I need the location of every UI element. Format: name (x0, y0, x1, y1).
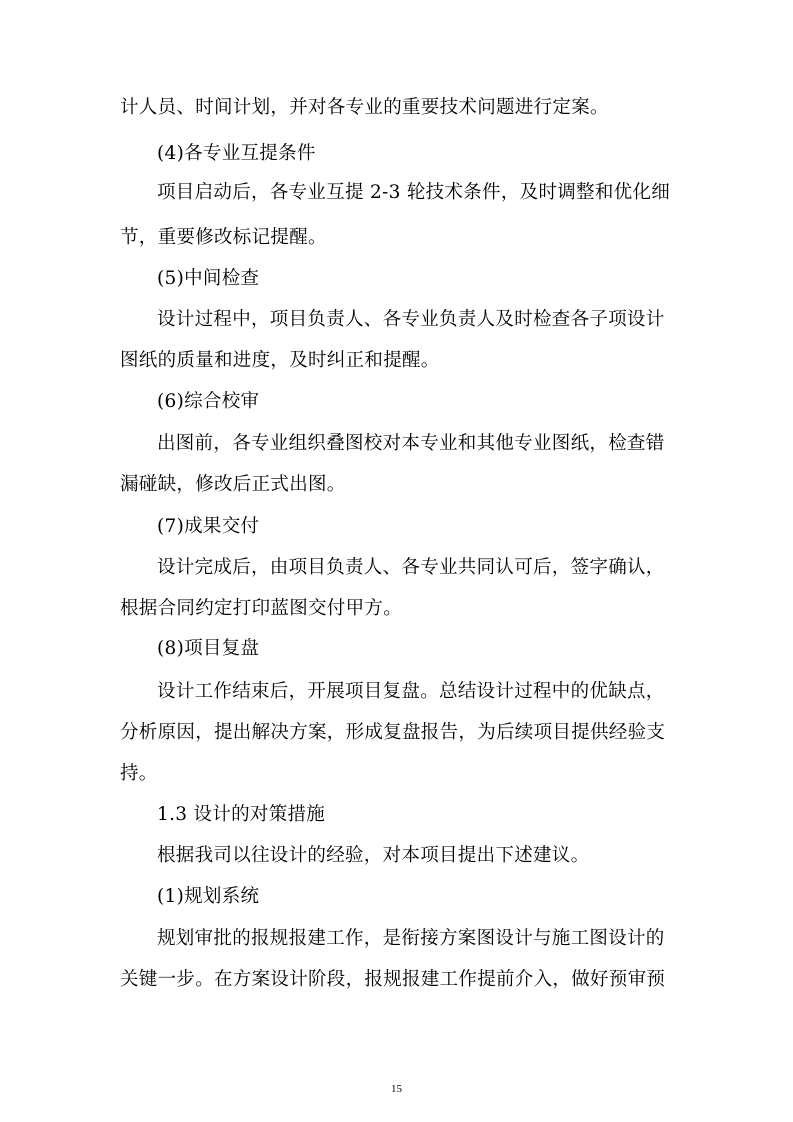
subsection-heading: (1)规划系统 (157, 886, 260, 907)
subsection-heading: (7)成果交付 (157, 516, 260, 537)
body-text-line: 持。 (120, 763, 158, 784)
body-text-line: 根据合同约定打印蓝图交付甲方。 (120, 598, 403, 619)
body-text-line: 关键一步。在方案设计阶段，报规报建工作提前介入，做好预审预 (120, 969, 666, 990)
body-text-line: 图纸的质量和进度，及时纠正和提醒。 (120, 350, 440, 371)
subsection-heading: (4)各专业互提条件 (157, 143, 316, 164)
body-text-line: 漏碰缺，修改后正式出图。 (120, 474, 346, 495)
body-text-line: 分析原因，提出解决方案，形成复盘报告，为后续项目提供经验支 (120, 722, 666, 743)
subsection-heading: (8)项目复盘 (157, 638, 260, 659)
body-text-line: 节，重要修改标记提醒。 (120, 227, 327, 248)
subsection-heading: (6)综合校审 (157, 391, 260, 412)
body-text-line: 根据我司以往设计的经验，对本项目提出下述建议。 (157, 845, 590, 866)
subsection-heading: (5)中间检查 (157, 268, 260, 289)
body-text-line: 规划审批的报规报建工作，是衔接方案图设计与施工图设计的 (157, 928, 665, 949)
page-number: 15 (391, 1083, 402, 1095)
body-text-line: 出图前，各专业组织叠图校对本专业和其他专业图纸，检查错 (157, 433, 665, 454)
body-text-line: 项目启动后，各专业互提 2-3 轮技术条件，及时调整和优化细 (157, 182, 671, 203)
body-text-line: 计人员、时间计划，并对各专业的重要技术问题进行定案。 (120, 97, 609, 118)
body-text-line: 设计完成后，由项目负责人、各专业共同认可后，签字确认， (157, 557, 665, 578)
body-text-line: 设计过程中，项目负责人、各专业负责人及时检查各子项设计 (157, 309, 665, 330)
section-heading: 1.3 设计的对策措施 (157, 804, 326, 825)
body-text-line: 设计工作结束后，开展项目复盘。总结设计过程中的优缺点， (157, 681, 665, 702)
